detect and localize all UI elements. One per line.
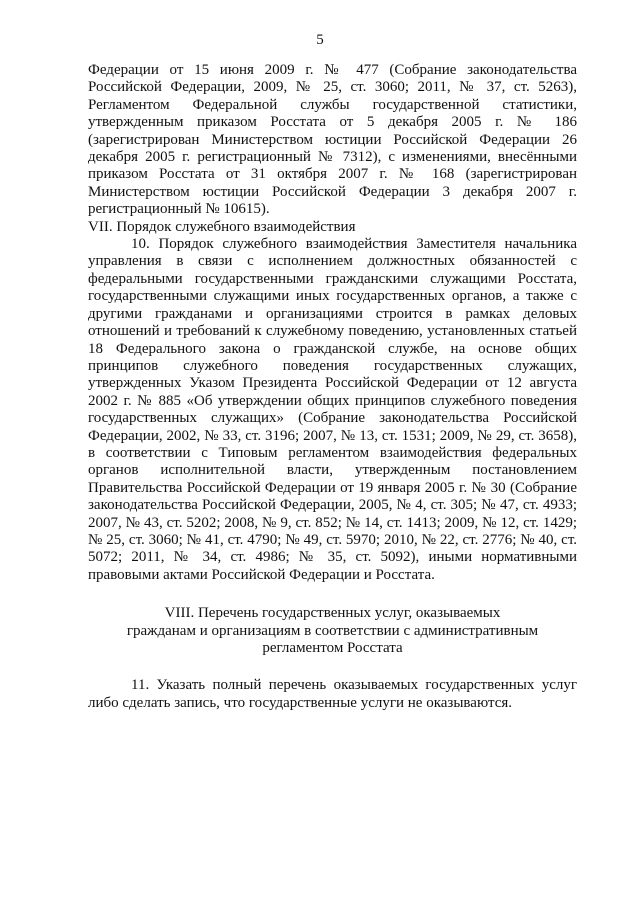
section-8-heading-line-3: регламентом Росстата: [262, 640, 403, 656]
document-body: [88, 62, 577, 712]
section-8-heading-line-1: VIII. Перечень государственных услуг, оказываемых: [164, 605, 501, 622]
section-8-heading-line-2: гражданам и организациям в соответствии с административным: [126, 622, 539, 639]
section-8-heading: [88, 605, 577, 657]
paragraph-11: 11. Указать полный перечень оказываемых государственных услуг либо сделать запись, что государственные услуги не оказываются.: [88, 677, 577, 711]
paragraph-10: 10. Порядок служебного взаимодействия Заместителя начальника управления в связи с исполнением должностных обязанностей с федеральными государственными гражданскими служащими Росстата, государственными служащими иных государственных органов, а также с другими гражданами и организациями строится в рамках деловых отношений и требований к служебному поведению, установленных статьей 18 Федерального закона о гражданской службе, на основе общих принципов служебного поведения государственных служащих, утвержденных Указом Президента Российской Федерации от 12 августа 2002 г. № 885 «Об утверждении общих принципов служебного поведения государственных служащих» (Собрание законодательства Российской Федерации, 2002, № 33, ст. 3196; 2007, № 13, ст. 1531; 2009, № 29, ст. 3658), в соответствии с Типовым регламентом взаимодействия федеральных органов исполнительной власти, утвержденным постановлением Правительства Российской Федерации от 19 января 2005 г. № 30 (Собрание законодательства Российской Федерации, 2005, № 4, ст. 305; № 47, ст. 4933; 2007, № 43, ст. 5202; 2008, № 9, ст. 852; № 14, ст. 1413; 2009, № 12, ст. 1429; № 25, ст. 3060; № 41, ст. 4790; № 49, ст. 5970; 2010, № 22, ст. 2776; № 40, ст. 5072; 2011, № 34, ст. 4986; № 35, ст. 5092), иными нормативными правовыми актами Российской Федерации и Росстата.: [88, 236, 577, 583]
continuation-paragraph: Федерации от 15 июня 2009 г. № 477 (Собрание законодательства Российской Федерации, 2009, № 25, ст. 3060; 2011, № 37, ст. 5263), Регламентом Федеральной службы государственной статистики, утвержденным приказом Росстата от 5 декабря 2005 г. № 186 (зарегистрирован Министерством юстиции Российской Федерации 26 декабря 2005 г. регистрационный № 7312), с изменениями, внесёнными приказом Росстата от 31 октября 2007 г. № 168 (зарегистрирован Министерством юстиции Российской Федерации 3 декабря 2007 г. регистрационный № 10615).: [88, 62, 577, 218]
section-7-heading: VII. Порядок служебного взаимодействия: [88, 218, 356, 235]
page-number: 5: [316, 32, 324, 48]
